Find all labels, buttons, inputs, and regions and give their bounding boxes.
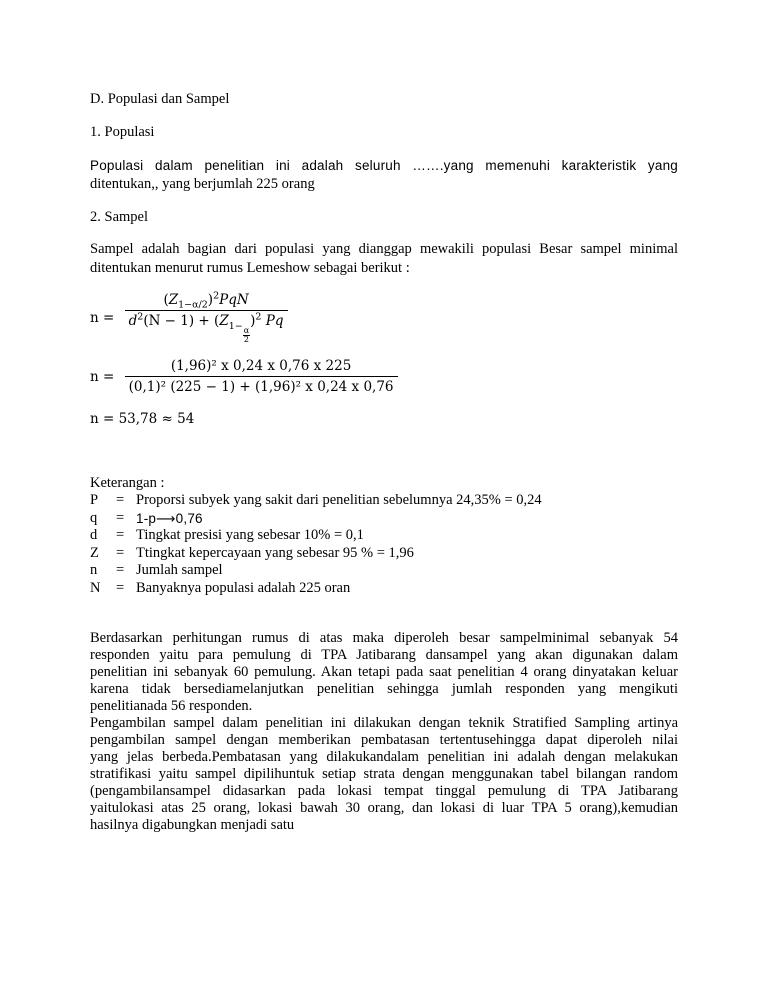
keterangan-list — [90, 492, 690, 597]
formula-lhs: n = — [90, 309, 115, 326]
substitution-lhs: n = — [90, 368, 115, 385]
paragraph-1-line: Berdasarkan perhitungan rumus di atas maka diperoleh besar sampelminimal sebanyak 54 — [90, 630, 678, 646]
formula-denominator: $d^2(N - 1) + (Z_{1- \frac{\alpha}{2}}$ )$^2$ Pq — [125, 310, 288, 344]
populasi-line-2: ditentukan,, yang berjumlah 225 orang — [90, 176, 315, 192]
substitution-denominator: (0,1)² (225 − 1) + (1,96)² x 0,24 x 0,76 — [125, 376, 398, 395]
paragraph-2-line: stratifikasi yaitu sampel dipilihuntuk setiap strata dengan menggunakan tabel bilangan random — [90, 766, 678, 782]
substitution-fraction — [125, 358, 398, 395]
lemeshow-formula — [90, 292, 288, 344]
substitution-numerator: (1,96)² x 0,24 x 0,76 x 225 — [170, 358, 352, 374]
paragraph-2-line: Pengambilan sampel dalam penelitian ini dilakukan dengan teknik Stratified Sampling artinya — [90, 715, 678, 731]
section-heading: D. Populasi dan Sampel — [90, 91, 230, 107]
keterangan-row: P = Proporsi subyek yang sakit dari penelitian sebelumnya 24,35% = 0,24 — [90, 492, 542, 508]
formula-result: n = 53,78 ≈ 54 — [90, 411, 195, 427]
populasi-line-1: Populasi dalam penelitian ini adalah seluruh …….yang memenuhi karakteristik yang — [90, 158, 678, 173]
keterangan-row: n = Jumlah sampel — [90, 562, 223, 578]
paragraph-2-line: yang jelas berbeda.Pembatasan yang dilakukandalam penelitian ini adalah dengan melakukan — [90, 749, 678, 765]
formula-fraction — [125, 292, 288, 344]
paragraph-1-line: karena tidak bersediamelanjutkan penelitian sehingga jumlah responden yang mengikuti — [90, 681, 678, 697]
subheading-sampel: 2. Sampel — [90, 209, 148, 225]
keterangan-row: Z = Ttingkat kepercayaan yang sebesar 95 % = 1,96 — [90, 544, 414, 561]
subheading-populasi: 1. Populasi — [90, 124, 155, 140]
keterangan-row: q = 1-p⟶0,76 — [90, 509, 203, 526]
paragraph-2-line: pengambilan sampel dengan memberikan pembatasan tertentusehingga dapat diperoleh nilai — [90, 732, 678, 748]
paragraph-1-line: responden yaitu para pemulung di TPA Jatibarang dansampel yang akan digunakan dalam — [90, 647, 678, 663]
sampel-line-2: ditentukan menurut rumus Lemeshow sebagai berikut : — [90, 260, 410, 276]
formula-numerator: $(Z_{1-\alpha/2})^2PqN$ — [163, 290, 249, 311]
keterangan-row: N = Banyaknya populasi adalah 225 oran — [90, 579, 351, 596]
paragraph-2-line: yaitulokasi atas 25 orang, lokasi bawah 30 orang, dan lokasi di luar TPA 5 orang),kemudian — [90, 800, 678, 816]
paragraph-1-line: penelitianada 56 responden. — [90, 698, 253, 714]
sampel-line-1: Sampel adalah bagian dari populasi yang dianggap mewakili populasi Besar sampel minimal — [90, 241, 678, 257]
paragraph-2-line: hasilnya digabungkan menjadi satu — [90, 817, 295, 833]
keterangan-row: d = Tingkat presisi yang sebesar 10% = 0,1 — [90, 527, 364, 543]
paragraph-1-line: penelitian ini sebanyak 60 pemulung. Akan tetapi pada saat penelitian 4 orang dinyatakan keluar — [90, 664, 678, 680]
substitution-formula — [90, 358, 398, 395]
paragraph-2-line: (pengambilansampel didasarkan pada lokasi tempat tinggal pemulung di TPA Jatibarang — [90, 783, 678, 799]
keterangan-title: Keterangan : — [90, 475, 165, 491]
